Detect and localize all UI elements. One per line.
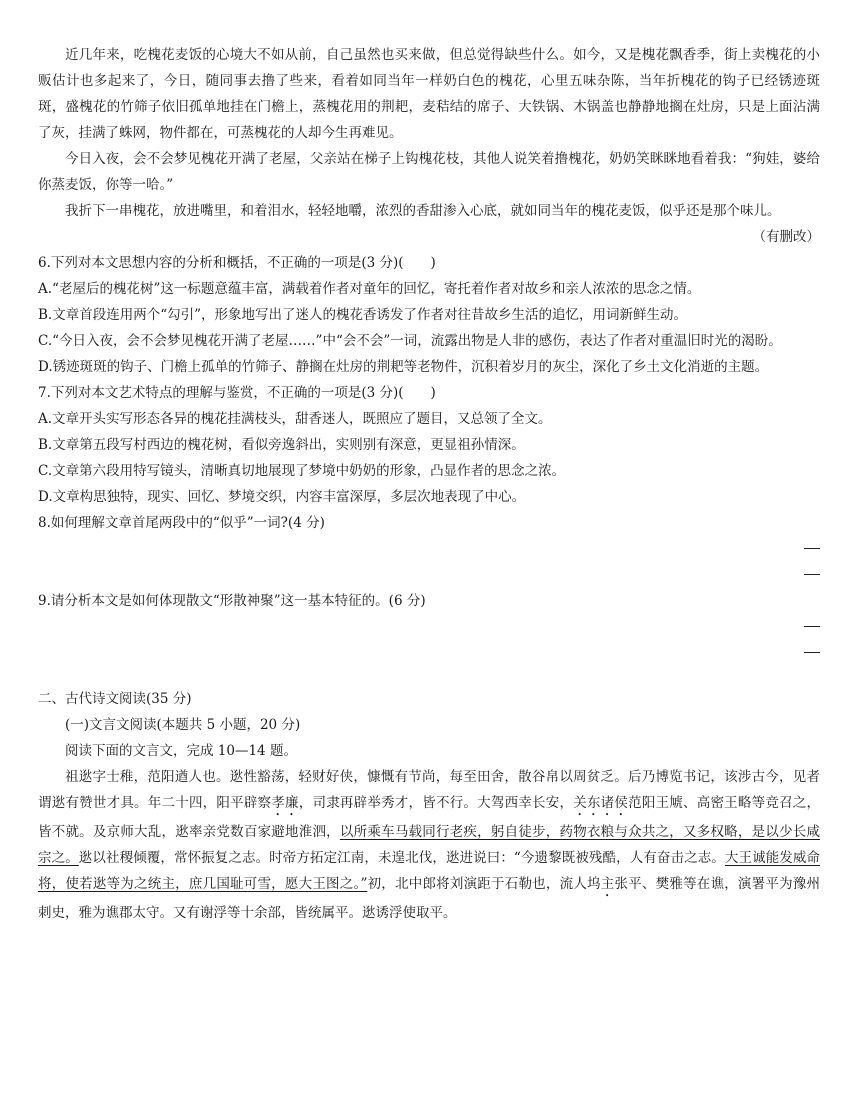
- underlined-sentence: 大王诚能发威命将，使若逖等为之统主，庶几国耻可雪，愿大王图之。”: [38, 850, 821, 892]
- classical-text-part: 祖逖字士稚，范阳遒人也。逖性豁荡，轻财好侠，慷慨有节尚，每至田舍，散谷帛以周贫乏。后乃博览书记，该涉古今，见者谓逖有赞世才具。年二十四，阳平辟察: [38, 769, 820, 811]
- section-2-instruction: 阅读下面的文言文，完成 10—14 题。: [65, 743, 297, 759]
- answer-line-mark: [804, 574, 820, 575]
- question-6-option-d: D.锈迹斑斑的钩子、门檐上孤单的竹筛子、静搁在灶房的荆耙等老物件，沉积着岁月的灰尘，深化了乡土文化消逝的主题。: [38, 359, 769, 375]
- source-note: （有删改）: [752, 229, 820, 245]
- answer-line: [38, 562, 820, 588]
- question-7-option-a: A.文章开头实写形态各异的槐花挂满枝头，甜香迷人，既照应了题目，又总领了全文。: [38, 411, 552, 427]
- dotted-word: 孝廉: [271, 795, 299, 811]
- section-2-subtitle: (一)文言文阅读(本题共 5 小题，20 分): [65, 717, 301, 733]
- question-6-stem: 6.下列对本文思想内容的分析和概括，不正确的一项是(3 分)( ): [38, 255, 436, 271]
- classical-text-part: 张平、樊雅等在谯，演署平为豫州刺史，雅为谯郡太守。又有谢浮等十余部，皆统属平。逖诱浮使取平。: [38, 876, 821, 921]
- classical-text-part: 范阳王虓、高密王略等竞召之，皆不就。及京师大乱，逖率亲党数百家避地淮泗，: [38, 795, 821, 840]
- answer-line: [38, 640, 820, 666]
- answer-line-mark: [804, 626, 820, 627]
- question-7-option-d: D.文章构思独特，现实、回忆、梦境交织，内容丰富深厚，多层次地表现了中心。: [38, 489, 526, 505]
- passage-paragraph-3: 我折下一串槐花，放进嘴里，和着泪水，轻轻地嚼，浓烈的香甜渗入心底，就如同当年的槐花麦饭，似乎还是那个味儿。: [65, 203, 781, 219]
- question-7-stem: 7.下列对本文艺术特点的理解与鉴赏，不正确的一项是(3 分)( ): [38, 385, 436, 401]
- question-8-stem: 8.如何理解文章首尾两段中的“似乎”一词?(4 分): [38, 515, 325, 531]
- underlined-sentence: 以所乘车马载同行老疾，躬自徒步，药物衣粮与众共之，又多权略，是以少长咸宗之。: [38, 824, 821, 866]
- classical-text: [38, 764, 820, 926]
- dotted-word: 关东诸侯: [573, 795, 629, 811]
- answer-line-mark: [804, 652, 820, 653]
- question-9-stem: 9.请分析本文是如何体现散文“形散神聚”这一基本特征的。(6 分): [38, 593, 426, 609]
- passage-paragraph-1: 近几年来，吃槐花麦饭的心境大不如从前，自己虽然也买来做，但总觉得缺些什么。如今，又是槐花飘香季，街上卖槐花的小贩估计也多起来了，今日，随同事去撸了些来，看着如同当年一样奶白色的槐花，心里五味杂陈，当年折槐花的钩子已经锈迹斑斑，盛槐花的竹筛子依旧孤单地挂在门檐上，蒸槐花用的荆耙，麦秸结的席子、大铁锅、木锅盖也静静地搁在灶房，只是上面沾满了灰，挂满了蛛网，物件都在，可蒸槐花的人却今生再难见。: [38, 47, 820, 141]
- classical-text-part: 逖以社稷倾覆，常怀振复之志。时帝方拓定江南，未遑北伐，逖进说曰：“今遗黎既被残酷，人有奋击之志。: [78, 850, 725, 866]
- dotted-word: 主: [600, 876, 615, 892]
- question-6-option-b: B.文章首段连用两个“勾引”，形象地写出了迷人的槐花香诱发了作者对往昔故乡生活的追忆，用词新鲜生动。: [38, 307, 688, 323]
- question-6-option-c: C.“今日入夜，会不会梦见槐花开满了老屋……”中“会不会”一词，流露出物是人非的感伤，表达了作者对重温旧时光的渴盼。: [38, 333, 782, 349]
- classical-text-part: 初，北中郎将刘演距于石勒也，流人坞: [367, 876, 601, 892]
- question-7-option-b: B.文章第五段写村西边的槐花树，看似旁逸斜出，实则别有深意，更显祖孙情深。: [38, 437, 525, 453]
- answer-line: [38, 614, 820, 640]
- question-7-option-c: C.文章第六段用特写镜头，清晰真切地展现了梦境中奶奶的形象，凸显作者的思念之浓。: [38, 463, 566, 479]
- answer-line-mark: [804, 548, 820, 549]
- answer-line: [38, 536, 820, 562]
- section-gap: [38, 666, 820, 686]
- classical-text-part: ，司隶再辟举秀才，皆不行。大驾西幸长安，: [298, 795, 574, 811]
- question-6-option-a: A.“老屋后的槐花树”这一标题意蕴丰富，满载着作者对童年的回忆，寄托着作者对故乡和亲人浓浓的思念之情。: [38, 281, 701, 297]
- passage-paragraph-2: 今日入夜，会不会梦见槐花开满了老屋，父亲站在梯子上钩槐花枝，其他人说笑着撸槐花，奶奶笑眯眯地看着我：“狗娃，婆给你蒸麦饭，你等一哈。”: [38, 151, 820, 193]
- section-2-title: 二、古代诗文阅读(35 分): [38, 691, 192, 707]
